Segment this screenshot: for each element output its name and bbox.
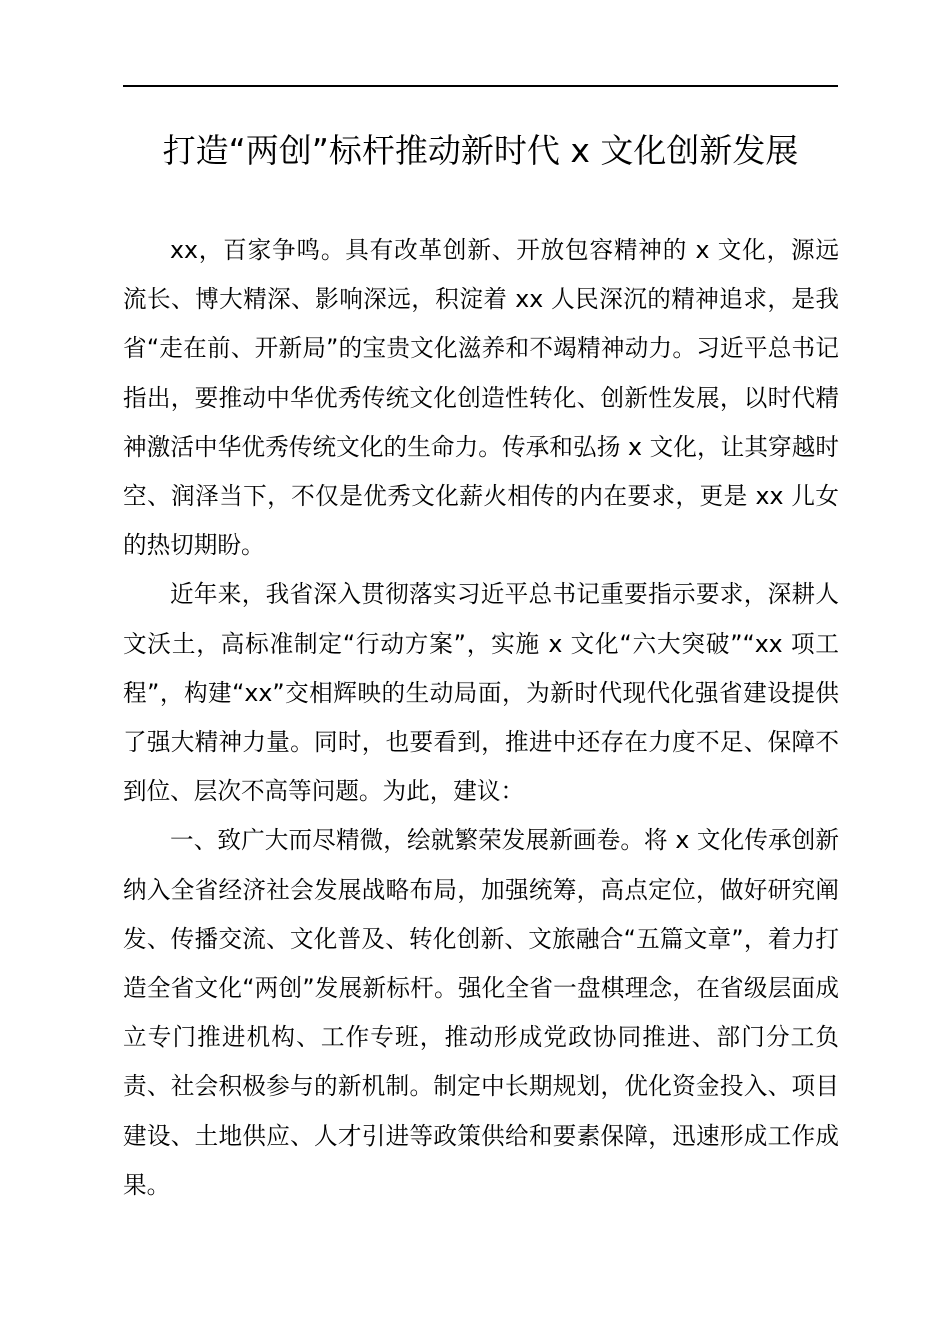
document-body [123, 226, 839, 1210]
header-rule [123, 85, 838, 87]
document-title: 打造“两创”标杆推动新时代 x 文化创新发展 [162, 131, 799, 170]
paragraph-suggestion-one: 一、致广大而尽精微，绘就繁荣发展新画卷。将 x 文化传承创新纳入全省经济社会发展战略布局，加强统筹，高点定位，做好研究阐发、传播交流、文化普及、转化创新、文旅融合“五篇文章”，着力打造全省文化“两创”发展新标杆。强化全省一盘棋理念，在省级层面成立专门推进机构、工作专班，推动形成党政协同推进、部门分工负责、社会积极参与的新机制。制定中长期规划，优化资金投入、项目建设、土地供应、人才引进等政策供给和要素保障，迅速形成工作成果。 [123, 826, 839, 1199]
paragraph-intro: xx，百家争鸣。具有改革创新、开放包容精神的 x 文化，源远流长、博大精深、影响深远，积淀着 xx 人民深沉的精神追求，是我省“走在前、开新局”的宝贵文化滋养和不竭精神动力。习近平总书记指出，要推动中华优秀传统文化创造性转化、创新性发展，以时代精神激活中华优秀传统文化的生命力。传承和弘扬 x 文化，让其穿越时空、润泽当下，不仅是优秀文化薪火相传的内在要求，更是 xx 儿女的热切期盼。 [123, 236, 839, 560]
paragraph-recent-years: 近年来，我省深入贯彻落实习近平总书记重要指示要求，深耕人文沃土，高标准制定“行动方案”，实施 x 文化“六大突破”“xx 项工程”，构建“xx”交相辉映的生动局面，为新时代现代化强省建设提供了强大精神力量。同时，也要看到，推进中还存在力度不足、保障不到位、层次不高等问题。为此，建议： [123, 580, 839, 806]
